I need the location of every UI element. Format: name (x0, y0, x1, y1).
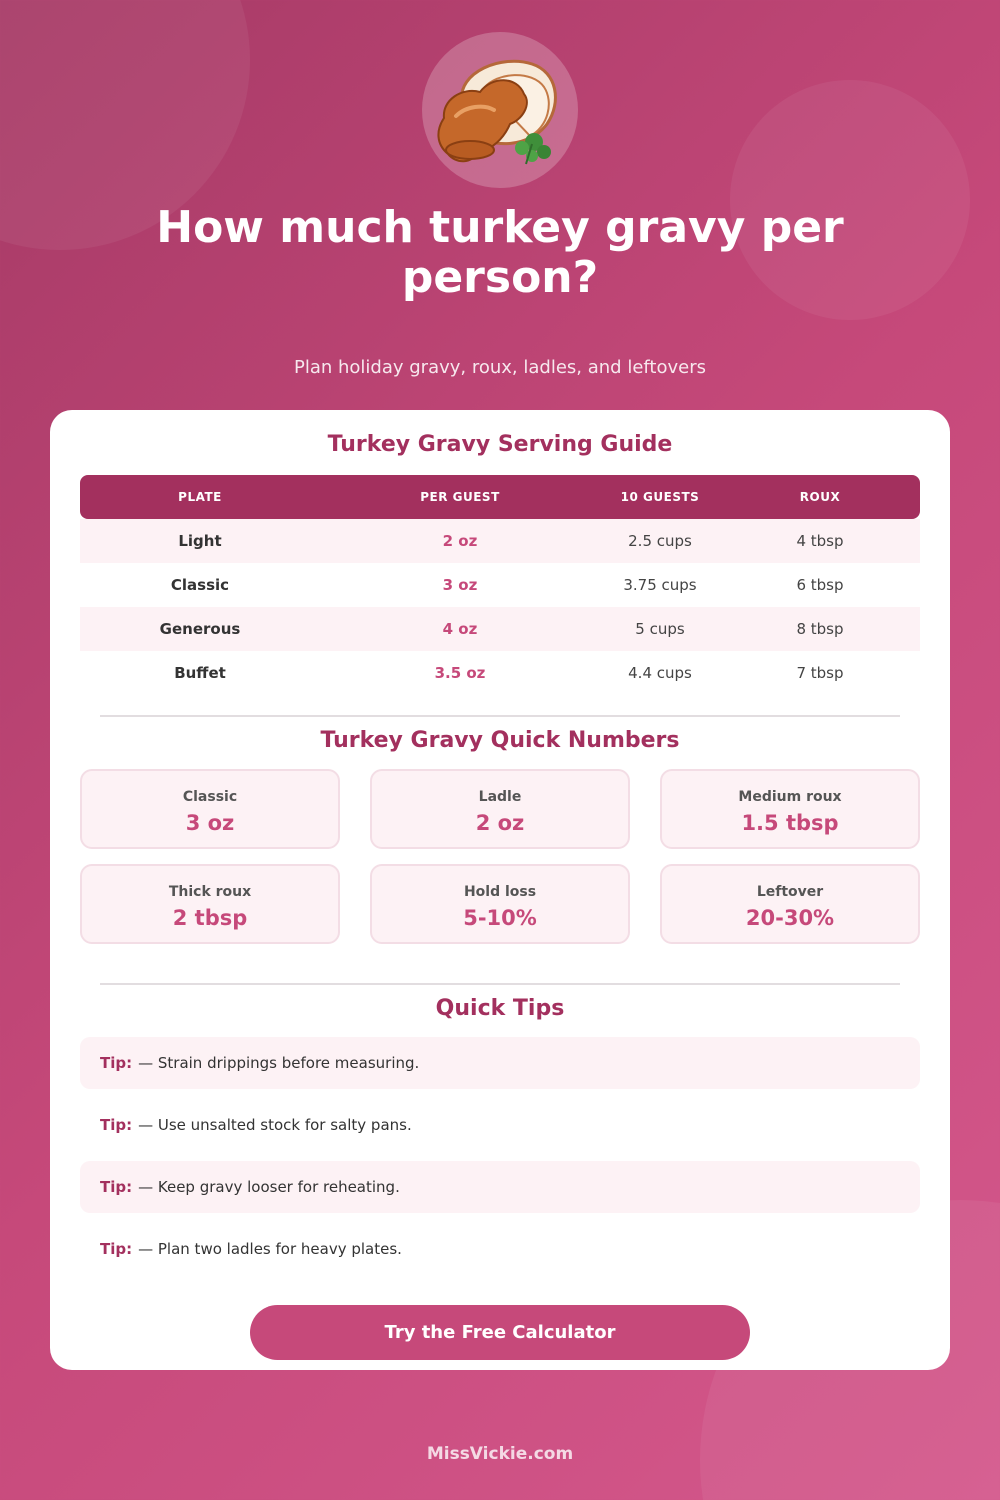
cell-roux: 7 tbsp (796, 664, 844, 682)
cell-10-guests: 5 cups (635, 620, 685, 638)
try-calculator-button[interactable]: Try the Free Calculator (250, 1305, 750, 1360)
tip-text: — Keep gravy looser for reheating. (138, 1178, 400, 1196)
cell-10-guests: 2.5 cups (628, 532, 692, 550)
table-row (80, 519, 920, 563)
header-roux: ROUX (799, 490, 841, 504)
header-per-guest: PER GUEST (420, 490, 500, 504)
serving-guide-title: Turkey Gravy Serving Guide (327, 432, 673, 457)
content-card (50, 410, 950, 1370)
turkey-gravy-icon (422, 32, 578, 188)
table-row (80, 607, 920, 651)
cell-per-guest: 3 oz (442, 576, 478, 594)
tip-label: Tip: (100, 1054, 133, 1072)
stat-card (660, 769, 920, 849)
stat-card (660, 864, 920, 944)
stat-value: 20-30% (745, 906, 835, 930)
cell-per-guest: 4 oz (442, 620, 478, 638)
page-subtitle: Plan holiday gravy, roux, ladles, and leftovers (293, 357, 706, 378)
stat-label: Classic (182, 789, 238, 805)
stat-label: Ladle (478, 789, 522, 805)
quick-numbers-title: Turkey Gravy Quick Numbers (320, 728, 680, 753)
stat-card (370, 769, 630, 849)
cell-10-guests: 3.75 cups (623, 576, 697, 594)
section-divider (100, 715, 900, 717)
cell-plate: Generous (159, 620, 241, 638)
stat-label: Medium roux (738, 789, 842, 805)
tip-item (80, 1099, 920, 1151)
tip-text: — Use unsalted stock for salty pans. (138, 1116, 412, 1134)
stat-value: 2 tbsp (172, 906, 248, 930)
stat-card (80, 864, 340, 944)
stat-label: Hold loss (463, 884, 537, 900)
footer-site-link[interactable]: MissVickie.com (426, 1444, 574, 1464)
header-plate: PLATE (178, 490, 222, 504)
tip-item (80, 1161, 920, 1213)
cell-roux: 8 tbsp (796, 620, 844, 638)
cell-per-guest: 3.5 oz (434, 664, 486, 682)
stat-label: Thick roux (168, 884, 252, 900)
cell-roux: 4 tbsp (796, 532, 844, 550)
serving-guide-table (80, 475, 920, 695)
page-title: How much turkey gravy per person? (156, 202, 844, 303)
stat-label: Leftover (756, 884, 824, 900)
quick-tips-title: Quick Tips (435, 996, 565, 1021)
stat-value: 3 oz (185, 811, 235, 835)
cell-per-guest: 2 oz (442, 532, 478, 550)
stat-value: 2 oz (475, 811, 525, 835)
table-row (80, 563, 920, 607)
stat-card (370, 864, 630, 944)
tip-label: Tip: (100, 1116, 133, 1134)
cell-roux: 6 tbsp (796, 576, 844, 594)
cell-plate: Buffet (174, 664, 226, 682)
cell-plate: Light (178, 532, 222, 550)
tip-label: Tip: (100, 1240, 133, 1258)
header-10-guests: 10 GUESTS (620, 490, 700, 504)
tip-text: — Plan two ladles for heavy plates. (138, 1240, 402, 1258)
section-divider (100, 983, 900, 985)
cell-plate: Classic (170, 576, 230, 594)
table-header (80, 475, 920, 519)
stat-value: 1.5 tbsp (741, 811, 839, 835)
stat-value: 5-10% (463, 906, 537, 930)
tip-item (80, 1223, 920, 1275)
tip-text: — Strain drippings before measuring. (138, 1054, 420, 1072)
cell-10-guests: 4.4 cups (628, 664, 692, 682)
table-row (80, 651, 920, 695)
stat-card (80, 769, 340, 849)
tip-item (80, 1037, 920, 1089)
tip-label: Tip: (100, 1178, 133, 1196)
